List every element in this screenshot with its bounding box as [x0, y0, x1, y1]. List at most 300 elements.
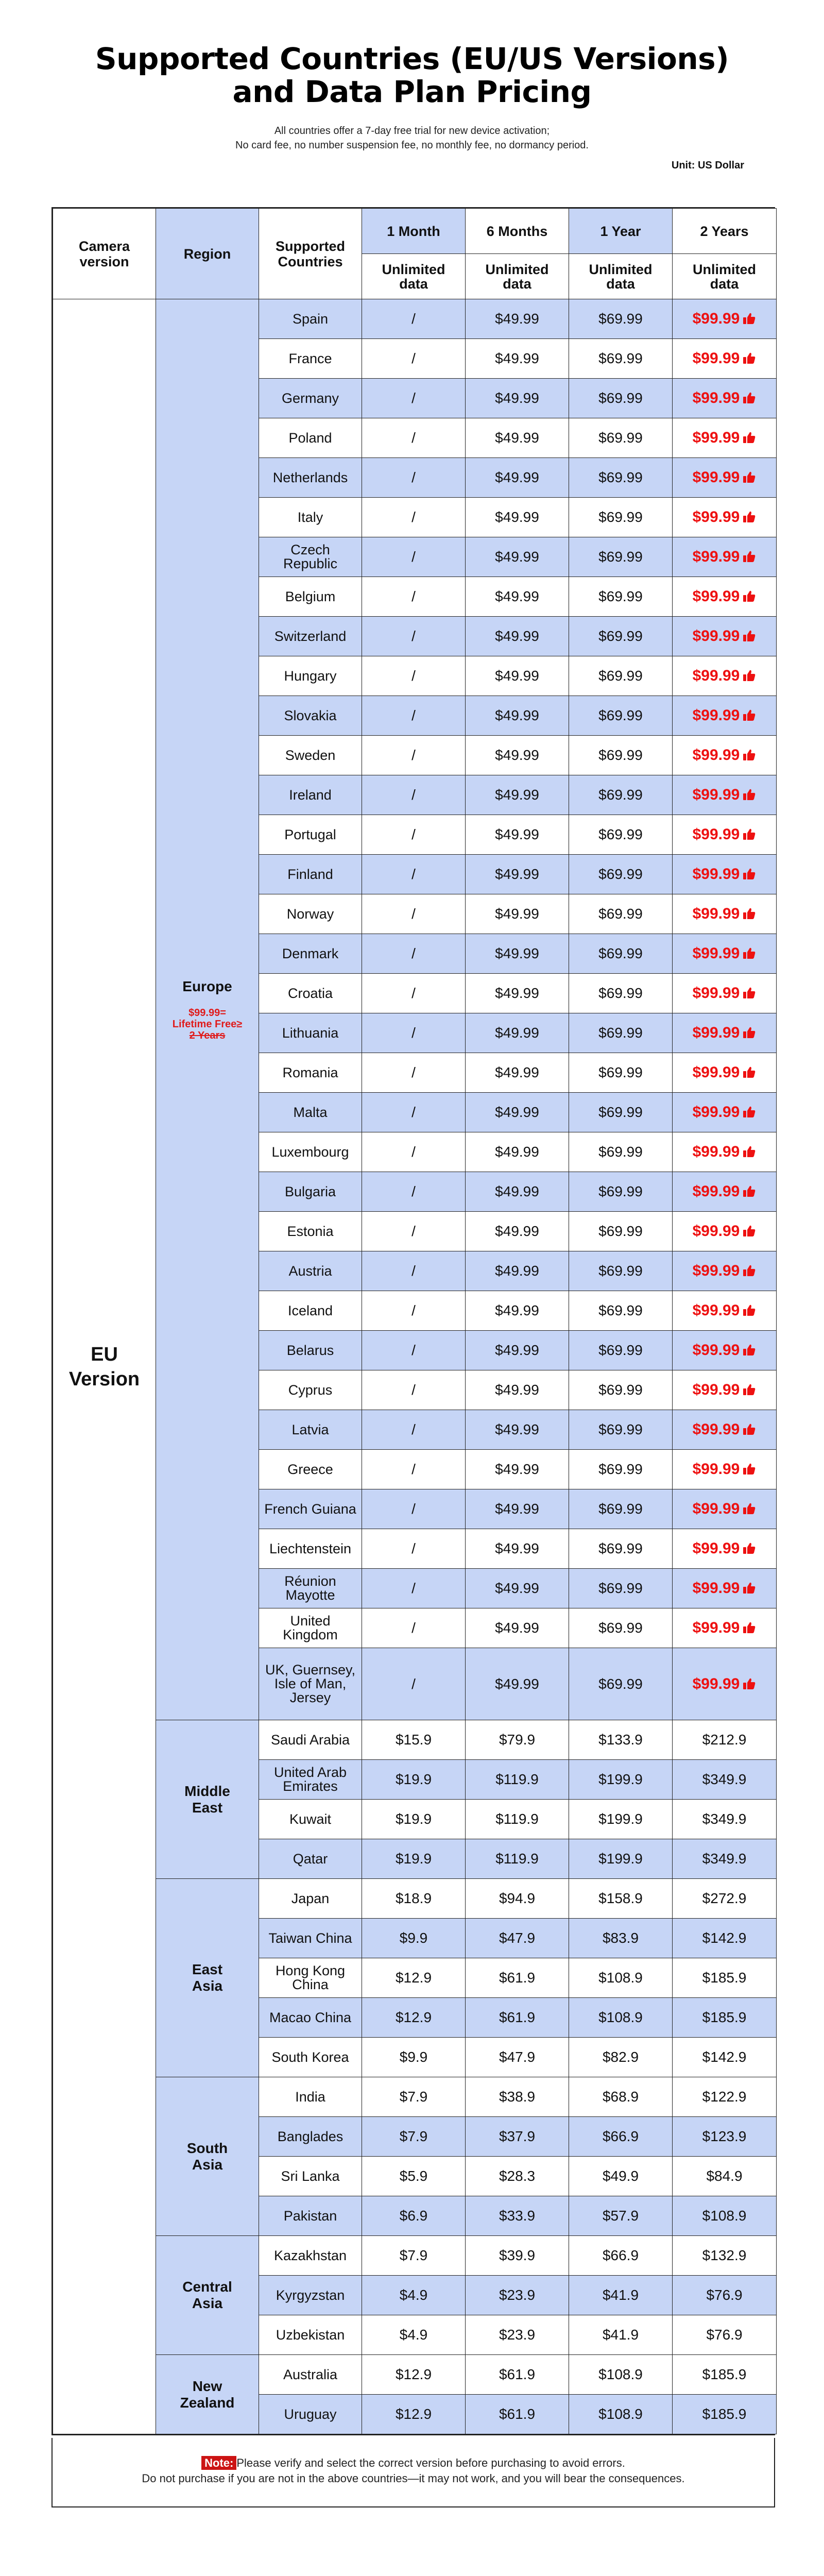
country-cell: Banglades — [259, 2117, 362, 2157]
price-6-months: $94.9 — [466, 1879, 569, 1919]
price-1-year: $69.99 — [569, 1053, 673, 1093]
thumbs-up-icon — [743, 1502, 756, 1515]
country-cell: Austria — [259, 1251, 362, 1291]
price-2-years — [673, 1291, 777, 1331]
country-cell: Luxembourg — [259, 1132, 362, 1172]
price-1-year: $66.9 — [569, 2236, 673, 2276]
price-1-year: $69.99 — [569, 1291, 673, 1331]
price-1-month: $12.9 — [362, 2395, 466, 2434]
country-cell: Kyrgyzstan — [259, 2276, 362, 2315]
price-2-years-value: $99.99 — [692, 1381, 740, 1398]
country-cell: Germany — [259, 379, 362, 418]
country-cell: India — [259, 2077, 362, 2117]
price-2-years — [673, 379, 777, 418]
price-2-years — [673, 1608, 777, 1648]
price-1-year: $69.99 — [569, 498, 673, 537]
price-6-months: $49.99 — [466, 934, 569, 974]
thumbs-up-icon — [743, 392, 756, 404]
country-cell: Portugal — [259, 815, 362, 855]
price-6-months: $38.9 — [466, 2077, 569, 2117]
price-1-month: / — [362, 498, 466, 537]
price-2-years: $142.9 — [673, 2038, 777, 2077]
price-2-years: $76.9 — [673, 2276, 777, 2315]
page-subtitle: All countries offer a 7-day free trial for new device activation; No card fee, no number suspension fee, no monthly fee, no dormancy period. — [235, 125, 589, 151]
price-6-months: $49.99 — [466, 1410, 569, 1450]
thumbs-up-icon — [743, 1026, 756, 1039]
price-1-month: $7.9 — [362, 2236, 466, 2276]
price-1-year: $133.9 — [569, 1720, 673, 1760]
thumbs-up-icon — [743, 352, 756, 364]
region-cell: Middle East — [156, 1720, 259, 1879]
country-cell: Netherlands — [259, 458, 362, 498]
table-row — [53, 2236, 777, 2276]
price-1-year: $69.99 — [569, 1093, 673, 1132]
price-6-months: $49.99 — [466, 498, 569, 537]
price-2-years — [673, 1450, 777, 1489]
thumbs-up-icon — [743, 511, 756, 523]
page-title: Supported Countries (EU/US Versions) and Data Plan Pricing — [95, 41, 729, 109]
thumbs-up-icon — [743, 709, 756, 721]
country-cell: Finland — [259, 855, 362, 894]
price-6-months: $49.99 — [466, 299, 569, 339]
price-2-years-value: $99.99 — [692, 429, 740, 446]
country-cell: Sweden — [259, 736, 362, 775]
price-1-year: $57.9 — [569, 2196, 673, 2236]
price-2-years-value: $99.99 — [692, 826, 740, 843]
europe-promo — [156, 1007, 259, 1041]
price-1-year: $69.99 — [569, 379, 673, 418]
price-6-months: $49.99 — [466, 1053, 569, 1093]
price-6-months: $49.99 — [466, 974, 569, 1013]
country-cell: Ireland — [259, 775, 362, 815]
price-1-year: $69.99 — [569, 1331, 673, 1370]
table-row — [53, 1720, 777, 1760]
promo-line-3: 2 Years — [189, 1029, 226, 1041]
region-cell: South Asia — [156, 2077, 259, 2236]
price-2-years-value: $99.99 — [692, 1580, 740, 1597]
currency-unit: Unit: US Dollar — [671, 160, 744, 171]
price-1-year: $69.99 — [569, 1410, 673, 1450]
price-2-years — [673, 1013, 777, 1053]
price-6-months: $49.99 — [466, 1291, 569, 1331]
thumbs-up-icon — [743, 947, 756, 959]
header-sub-1-month: Unlimited data — [362, 254, 466, 299]
price-1-year: $69.99 — [569, 577, 673, 617]
price-2-years: $349.9 — [673, 1839, 777, 1879]
thumbs-up-icon — [743, 1463, 756, 1475]
price-2-years — [673, 1212, 777, 1251]
country-cell: Qatar — [259, 1839, 362, 1879]
country-cell: Uruguay — [259, 2395, 362, 2434]
country-cell: United Kingdom — [259, 1608, 362, 1648]
price-1-year: $158.9 — [569, 1879, 673, 1919]
price-1-month: / — [362, 1569, 466, 1608]
price-6-months: $119.9 — [466, 1839, 569, 1879]
price-2-years-value: $99.99 — [692, 1421, 740, 1438]
price-2-years-value: $99.99 — [692, 1675, 740, 1692]
thumbs-up-icon — [743, 749, 756, 761]
price-6-months: $49.99 — [466, 1489, 569, 1529]
note-line-1: Please verify and select the correct version before purchasing to avoid errors. — [236, 2456, 625, 2469]
price-1-month: / — [362, 775, 466, 815]
price-1-month: $12.9 — [362, 1958, 466, 1998]
thumbs-up-icon — [743, 1383, 756, 1396]
country-cell: Liechtenstein — [259, 1529, 362, 1569]
price-6-months: $49.99 — [466, 1251, 569, 1291]
price-1-year: $69.99 — [569, 617, 673, 656]
price-2-years-value: $99.99 — [692, 747, 740, 764]
price-1-year: $69.99 — [569, 1529, 673, 1569]
thumbs-up-icon — [743, 868, 756, 880]
price-1-month: / — [362, 1648, 466, 1720]
price-1-month: / — [362, 617, 466, 656]
price-1-year: $69.99 — [569, 1370, 673, 1410]
price-2-years-value: $99.99 — [692, 1619, 740, 1636]
note-tag: Note: — [201, 2456, 236, 2470]
country-cell: Belarus — [259, 1331, 362, 1370]
price-2-years: $122.9 — [673, 2077, 777, 2117]
thumbs-up-icon — [743, 550, 756, 563]
thumbs-up-icon — [743, 907, 756, 920]
price-1-month: / — [362, 974, 466, 1013]
country-cell: Kuwait — [259, 1800, 362, 1839]
price-2-years — [673, 577, 777, 617]
country-cell: Czech Republic — [259, 537, 362, 577]
price-2-years — [673, 1132, 777, 1172]
thumbs-up-icon — [743, 431, 756, 444]
price-2-years — [673, 1251, 777, 1291]
price-2-years — [673, 1053, 777, 1093]
price-1-month: $15.9 — [362, 1720, 466, 1760]
country-cell: Taiwan China — [259, 1919, 362, 1958]
price-2-years: $272.9 — [673, 1879, 777, 1919]
table-row — [53, 2077, 777, 2117]
country-cell: Italy — [259, 498, 362, 537]
region-cell: East Asia — [156, 1879, 259, 2077]
price-1-month: $12.9 — [362, 1998, 466, 2038]
price-1-year: $49.9 — [569, 2157, 673, 2196]
price-6-months: $119.9 — [466, 1800, 569, 1839]
thumbs-up-icon — [743, 1185, 756, 1197]
price-6-months: $79.9 — [466, 1720, 569, 1760]
price-1-month: / — [362, 458, 466, 498]
price-2-years — [673, 775, 777, 815]
price-2-years-value: $99.99 — [692, 1500, 740, 1517]
price-6-months: $49.99 — [466, 1013, 569, 1053]
thumbs-up-icon — [743, 1225, 756, 1237]
price-1-year: $69.99 — [569, 855, 673, 894]
price-1-year: $199.9 — [569, 1839, 673, 1879]
table-row — [53, 2355, 777, 2395]
region-cell: Central Asia — [156, 2236, 259, 2355]
country-cell: Switzerland — [259, 617, 362, 656]
price-6-months: $49.99 — [466, 1370, 569, 1410]
price-6-months: $49.99 — [466, 1529, 569, 1569]
price-1-month: / — [362, 855, 466, 894]
country-cell: South Korea — [259, 2038, 362, 2077]
thumbs-up-icon — [743, 987, 756, 999]
price-1-month: / — [362, 1212, 466, 1251]
price-6-months: $47.9 — [466, 1919, 569, 1958]
price-1-year: $69.99 — [569, 299, 673, 339]
country-cell: Kazakhstan — [259, 2236, 362, 2276]
price-2-years-value: $99.99 — [692, 310, 740, 327]
price-6-months: $49.99 — [466, 1331, 569, 1370]
thumbs-up-icon — [743, 1344, 756, 1356]
price-1-year: $108.9 — [569, 2395, 673, 2434]
price-2-years-value: $99.99 — [692, 985, 740, 1002]
price-2-years-value: $99.99 — [692, 667, 740, 684]
country-cell: Cyprus — [259, 1370, 362, 1410]
thumbs-up-icon — [743, 630, 756, 642]
header-plan-1-month: 1 Month — [362, 209, 466, 254]
price-1-year: $41.9 — [569, 2276, 673, 2315]
country-cell: Denmark — [259, 934, 362, 974]
price-1-month: / — [362, 577, 466, 617]
price-2-years-value: $99.99 — [692, 628, 740, 645]
price-2-years-value: $99.99 — [692, 1183, 740, 1200]
country-cell: Macao China — [259, 1998, 362, 2038]
country-cell: Romania — [259, 1053, 362, 1093]
price-6-months: $49.99 — [466, 855, 569, 894]
price-1-year: $68.9 — [569, 2077, 673, 2117]
pricing-table — [53, 208, 777, 2434]
price-6-months: $49.99 — [466, 339, 569, 379]
price-6-months: $61.9 — [466, 2395, 569, 2434]
price-6-months: $23.9 — [466, 2276, 569, 2315]
price-6-months: $49.99 — [466, 1212, 569, 1251]
price-1-year: $69.99 — [569, 974, 673, 1013]
price-1-month: $18.9 — [362, 1879, 466, 1919]
price-1-year: $69.99 — [569, 1172, 673, 1212]
country-cell: Iceland — [259, 1291, 362, 1331]
price-1-month: / — [362, 934, 466, 974]
price-1-year: $69.99 — [569, 1489, 673, 1529]
thumbs-up-icon — [743, 1621, 756, 1634]
country-cell: UK, Guernsey, Isle of Man, Jersey — [259, 1648, 362, 1720]
price-2-years — [673, 934, 777, 974]
region-cell: New Zealand — [156, 2355, 259, 2434]
thumbs-up-icon — [743, 1264, 756, 1277]
country-cell: France — [259, 339, 362, 379]
country-cell: Malta — [259, 1093, 362, 1132]
price-1-year: $69.99 — [569, 339, 673, 379]
price-1-year: $69.99 — [569, 1569, 673, 1608]
price-2-years: $185.9 — [673, 2395, 777, 2434]
price-2-years-value: $99.99 — [692, 389, 740, 406]
price-1-month: / — [362, 1093, 466, 1132]
country-cell: Belgium — [259, 577, 362, 617]
camera-version-cell: EU Version — [53, 299, 156, 2434]
price-6-months: $47.9 — [466, 2038, 569, 2077]
price-2-years: $76.9 — [673, 2315, 777, 2355]
country-cell: Uzbekistan — [259, 2315, 362, 2355]
price-2-years-value: $99.99 — [692, 945, 740, 962]
price-2-years-value: $99.99 — [692, 866, 740, 883]
price-1-month: / — [362, 1370, 466, 1410]
price-2-years-value: $99.99 — [692, 588, 740, 605]
country-cell: Greece — [259, 1450, 362, 1489]
thumbs-up-icon — [743, 1582, 756, 1594]
price-6-months: $33.9 — [466, 2196, 569, 2236]
price-2-years: $212.9 — [673, 1720, 777, 1760]
price-6-months: $49.99 — [466, 1608, 569, 1648]
price-1-year: $108.9 — [569, 1958, 673, 1998]
price-1-month: $9.9 — [362, 1919, 466, 1958]
price-1-month: / — [362, 1450, 466, 1489]
thumbs-up-icon — [743, 471, 756, 483]
price-1-month: / — [362, 696, 466, 736]
price-1-month: / — [362, 1053, 466, 1093]
price-6-months: $61.9 — [466, 1958, 569, 1998]
price-2-years — [673, 894, 777, 934]
price-1-year: $69.99 — [569, 1450, 673, 1489]
price-1-year: $41.9 — [569, 2315, 673, 2355]
price-2-years — [673, 1172, 777, 1212]
price-2-years — [673, 696, 777, 736]
price-1-year: $69.99 — [569, 1212, 673, 1251]
price-6-months: $61.9 — [466, 2355, 569, 2395]
price-1-month: $19.9 — [362, 1760, 466, 1800]
header-sub-1-year: Unlimited data — [569, 254, 673, 299]
price-2-years — [673, 974, 777, 1013]
price-2-years — [673, 617, 777, 656]
price-1-month: / — [362, 1132, 466, 1172]
price-2-years: $185.9 — [673, 1998, 777, 2038]
price-6-months: $49.99 — [466, 1648, 569, 1720]
price-1-month: $5.9 — [362, 2157, 466, 2196]
price-6-months: $37.9 — [466, 2117, 569, 2157]
price-6-months: $49.99 — [466, 815, 569, 855]
table-row — [53, 299, 777, 339]
country-cell: Latvia — [259, 1410, 362, 1450]
price-2-years-value: $99.99 — [692, 548, 740, 565]
note-line-2: Do not purchase if you are not in the above countries—it may not work, and you will bear the consequences. — [142, 2472, 685, 2485]
price-2-years-value: $99.99 — [692, 1540, 740, 1557]
price-1-month: / — [362, 418, 466, 458]
price-1-year: $108.9 — [569, 1998, 673, 2038]
header-plan-2-years: 2 Years — [673, 209, 777, 254]
price-2-years-value: $99.99 — [692, 1223, 740, 1240]
footer-note — [52, 2438, 775, 2507]
price-1-month: / — [362, 299, 466, 339]
price-6-months: $49.99 — [466, 1450, 569, 1489]
country-cell: Lithuania — [259, 1013, 362, 1053]
price-6-months: $23.9 — [466, 2315, 569, 2355]
price-1-month: / — [362, 656, 466, 696]
price-6-months: $49.99 — [466, 656, 569, 696]
price-1-year: $69.99 — [569, 458, 673, 498]
thumbs-up-icon — [743, 1423, 756, 1435]
price-2-years: $132.9 — [673, 2236, 777, 2276]
price-2-years-value: $99.99 — [692, 469, 740, 486]
price-2-years-value: $99.99 — [692, 707, 740, 724]
price-2-years — [673, 855, 777, 894]
price-2-years-value: $99.99 — [692, 350, 740, 367]
price-1-year: $69.99 — [569, 736, 673, 775]
price-1-year: $69.99 — [569, 934, 673, 974]
country-cell: Japan — [259, 1879, 362, 1919]
price-1-month: / — [362, 1331, 466, 1370]
price-1-year: $69.99 — [569, 418, 673, 458]
price-2-years: $185.9 — [673, 1958, 777, 1998]
price-1-month: $6.9 — [362, 2196, 466, 2236]
price-2-years-value: $99.99 — [692, 1342, 740, 1359]
country-cell: Estonia — [259, 1212, 362, 1251]
price-2-years — [673, 1529, 777, 1569]
country-cell: Pakistan — [259, 2196, 362, 2236]
price-1-year: $69.99 — [569, 1132, 673, 1172]
price-1-month: $12.9 — [362, 2355, 466, 2395]
price-1-month: / — [362, 339, 466, 379]
header-sub-2-years: Unlimited data — [673, 254, 777, 299]
price-2-years-value: $99.99 — [692, 1064, 740, 1081]
region-label: Europe — [182, 978, 232, 994]
price-2-years-value: $99.99 — [692, 1302, 740, 1319]
country-cell: Bulgaria — [259, 1172, 362, 1212]
country-cell: French Guiana — [259, 1489, 362, 1529]
price-2-years-value: $99.99 — [692, 1461, 740, 1478]
price-1-year: $69.99 — [569, 894, 673, 934]
thumbs-up-icon — [743, 590, 756, 602]
price-2-years: $123.9 — [673, 2117, 777, 2157]
price-2-years — [673, 1489, 777, 1529]
price-1-year: $69.99 — [569, 1251, 673, 1291]
country-cell: United Arab Emirates — [259, 1760, 362, 1800]
price-2-years — [673, 1331, 777, 1370]
country-cell: Australia — [259, 2355, 362, 2395]
country-cell: Sri Lanka — [259, 2157, 362, 2196]
price-2-years — [673, 458, 777, 498]
price-2-years: $349.9 — [673, 1800, 777, 1839]
promo-line-1: $99.99= — [188, 1007, 226, 1019]
price-6-months: $49.99 — [466, 894, 569, 934]
header-camera-version: Camera version — [53, 209, 156, 299]
price-6-months: $49.99 — [466, 1132, 569, 1172]
price-6-months: $49.99 — [466, 537, 569, 577]
price-2-years — [673, 1410, 777, 1450]
price-2-years — [673, 1093, 777, 1132]
price-1-year: $199.9 — [569, 1760, 673, 1800]
header-supported-countries: Supported Countries — [259, 209, 362, 299]
price-2-years — [673, 656, 777, 696]
price-1-month: / — [362, 1489, 466, 1529]
price-2-years-value: $99.99 — [692, 1024, 740, 1041]
country-cell: Hong Kong China — [259, 1958, 362, 1998]
price-6-months: $49.99 — [466, 775, 569, 815]
price-1-month: / — [362, 736, 466, 775]
price-2-years: $185.9 — [673, 2355, 777, 2395]
price-1-month: / — [362, 1291, 466, 1331]
country-cell: Poland — [259, 418, 362, 458]
country-cell: Norway — [259, 894, 362, 934]
price-6-months: $61.9 — [466, 1998, 569, 2038]
country-cell: Saudi Arabia — [259, 1720, 362, 1760]
price-2-years — [673, 299, 777, 339]
price-6-months: $49.99 — [466, 617, 569, 656]
price-1-year: $69.99 — [569, 1608, 673, 1648]
country-cell: Spain — [259, 299, 362, 339]
price-1-year: $66.9 — [569, 2117, 673, 2157]
table-row — [53, 1879, 777, 1919]
thumbs-up-icon — [743, 1145, 756, 1158]
price-2-years — [673, 1569, 777, 1608]
thumbs-up-icon — [743, 1304, 756, 1316]
price-2-years-value: $99.99 — [692, 1104, 740, 1121]
price-1-month: / — [362, 894, 466, 934]
header-plan-1-year: 1 Year — [569, 209, 673, 254]
price-1-month: / — [362, 1172, 466, 1212]
